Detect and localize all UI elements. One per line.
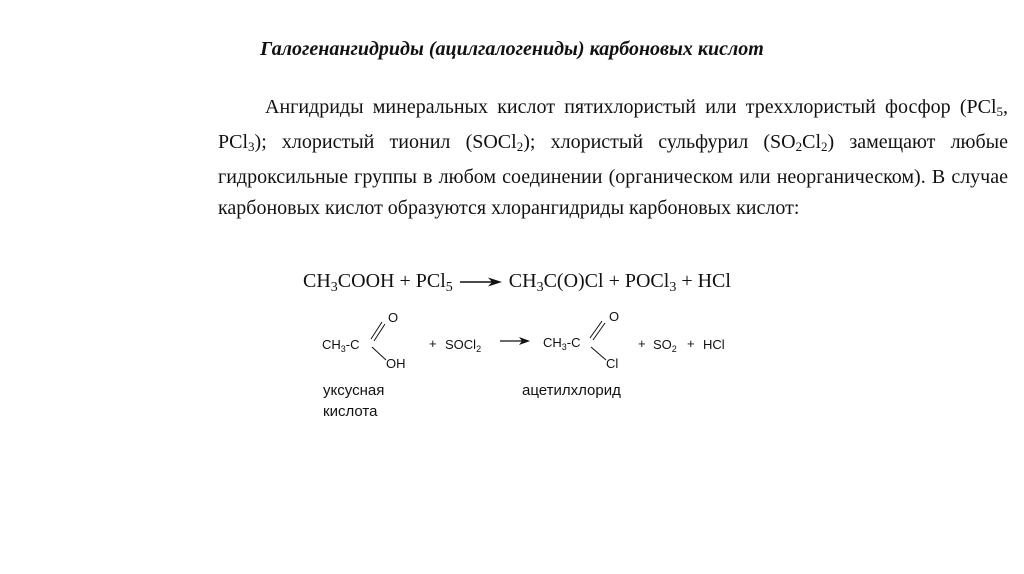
formula-text: + HCl <box>676 270 731 292</box>
subscript: 3 <box>248 139 255 154</box>
text-run: Ангидриды минеральных кислот пятихлористый или треххлористый фосфор (PCl <box>265 96 997 118</box>
equation-socl2 <box>300 300 780 440</box>
subscript: 3 <box>536 280 544 295</box>
body-paragraph <box>218 92 1008 224</box>
subscript: 5 <box>996 104 1003 119</box>
sulfur-dioxide-formula: $SO_2$ <box>653 337 677 354</box>
plus-sign: + <box>638 336 646 351</box>
equation-pcl5 <box>303 270 731 296</box>
text-run: , PCl <box>218 96 1008 153</box>
label-acetyl-chloride: ацетилхлорид <box>522 382 621 399</box>
formula-text: COOH + PCl <box>337 270 446 292</box>
hcl-formula: HCl <box>703 337 725 352</box>
hydroxyl-group: OH <box>386 356 406 371</box>
text-run: ) замещают любые гидроксильные группы в любом соединении (органическом или неорганическом). В случае карбоновых кислот образуются хлорангидриды карбоновых кислот: <box>218 131 1008 219</box>
acetyl-chloride-formula: $CH_3-C$ <box>543 335 581 352</box>
subscript: 3 <box>669 280 677 295</box>
slide-title: Галогенангидриды (ацилгалогениды) карбоновых кислот <box>260 38 764 60</box>
subscript: 5 <box>445 280 453 295</box>
formula-text: C(O)Cl + POCl <box>543 270 670 292</box>
label-acetic-acid: уксусная кислота <box>323 382 385 420</box>
formula-text: CH <box>303 270 331 292</box>
reaction-arrow-icon <box>458 276 504 288</box>
carbonyl-oxygen: O <box>388 310 399 325</box>
text-run: Cl <box>802 131 822 153</box>
formula-text: CH <box>508 270 537 292</box>
plus-sign: + <box>687 336 695 351</box>
subscript: 2 <box>516 139 524 154</box>
carbonyl-oxygen: O <box>609 309 620 324</box>
subscript: 2 <box>795 139 803 154</box>
text-run: ); хлористый сульфурил (SO <box>523 131 796 153</box>
subscript: 3 <box>330 280 338 295</box>
text-run: ); хлористый тионил (SOCl <box>254 131 517 153</box>
acetic-acid-formula: $CH_3-C$ <box>322 337 360 354</box>
thionyl-chloride-formula: SOCl$_2$ <box>445 337 482 354</box>
plus-sign: + <box>429 336 437 351</box>
chlorine-atom: Cl <box>606 356 619 371</box>
subscript: 2 <box>821 139 828 154</box>
